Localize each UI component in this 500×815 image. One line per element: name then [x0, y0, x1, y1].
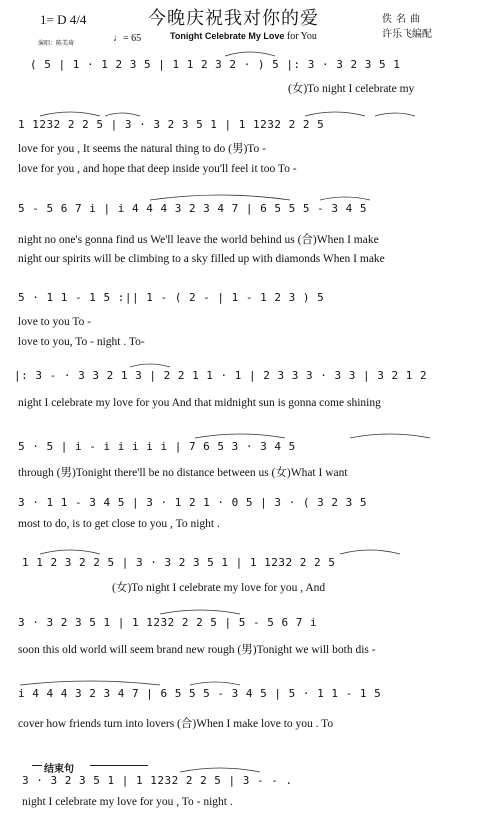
system-8-notes: 1 1 2 3 2 2 5 | 3 · 3 2 3 5 1 | 1 1232 2 2 5	[22, 556, 336, 569]
slur-9	[195, 434, 285, 438]
system-9-notes: 3 · 3 2 3 5 1 | 1 1232 2 2 5 | 5 - 5 6 7 i	[18, 616, 318, 629]
slur-14	[20, 681, 160, 685]
system-4-notes: 5 · 1 1 - 1 5 :|| 1 - ( 2 - | 1 - 1 2 3 ) 5	[18, 291, 325, 304]
system-11-lyric-1: night I celebrate my love for you , To - night .	[22, 796, 233, 808]
system-11-notes: 3 · 3 2 3 5 1 | 1 1232 2 2 5 | 3 - - .	[22, 774, 293, 787]
slur-10	[350, 434, 430, 438]
system-6-lyric-1: through (男)Tonight there'll be no distance between us (女)What I want	[18, 467, 348, 479]
tempo-marking: ♩= 65	[113, 33, 142, 44]
slur-11	[40, 550, 100, 554]
system-2-lyric-2: love for you , and hope that deep inside you'll feel it too To -	[18, 163, 297, 175]
singers: 演唱：陈美琦	[38, 40, 75, 47]
system-8-lyric-1: (女)To night I celebrate my love for you , And	[112, 582, 326, 594]
system-10-notes: i 4 4 4 3 2 3 4 7 | 6 5 5 5 - 3 4 5 | 5 · 1 1 - 1 5	[18, 687, 382, 700]
system-10-lyric-1: cover how friends turn into lovers (合)When I make love to you . To	[18, 718, 334, 730]
system-1-lyric-1: (女)To night I celebrate my	[288, 83, 415, 95]
slur-6	[150, 195, 290, 200]
system-4-lyric-2: love to you, To - night . To-	[18, 336, 145, 348]
system-3-lyric-1: night no one's gonna find us We'll leave the world behind us (合)When I make	[18, 234, 379, 246]
slur-4	[305, 112, 365, 116]
slur-16	[180, 768, 260, 772]
system-3-notes: 5 - 5 6 7 i | i 4 4 4 3 2 3 4 7 | 6 5 5 5 - 3 4 5	[18, 202, 368, 215]
subtitle-text: Tonight Celebrate My Love	[170, 31, 285, 41]
coda-label: 结束句	[44, 764, 74, 775]
slur-13	[160, 610, 240, 614]
system-6-notes: 5 · 5 | i - i i i i i | 7 6 5 3 · 3 4 5	[18, 440, 296, 453]
slur-12	[340, 550, 400, 554]
system-4-lyric-1: love to you To -	[18, 316, 92, 328]
system-2-notes: 1 1232 2 2 5 | 3 · 3 2 3 5 1 | 1 1232 2 2 5	[18, 118, 325, 131]
system-5-notes: |: 3 - · 3 3 2 1 3 | 2 2 1 1 · 1 | 2 3 3 3 · 3 3 | 3 2 1 2	[14, 369, 428, 382]
composer: 佚名曲	[382, 14, 424, 25]
system-7-notes: 3 · 1 1 - 3 4 5 | 3 · 1 2 1 · 0 5 | 3 · ( 3 2 3 5	[18, 496, 368, 509]
slur-5	[375, 113, 415, 116]
slur-2	[40, 112, 100, 116]
system-7-lyric-1: most to do, is to get close to you , To night .	[18, 518, 220, 530]
system-3-lyric-2: night our spirits will be climbing to a sky filled up with diamonds When I make	[18, 253, 385, 265]
slur-1	[225, 52, 275, 56]
subtitle-for: for You	[286, 31, 317, 42]
system-1-notes: ( 5 | 1 · 1 2 3 5 | 1 1 2 3 2 · ) 5 |: 3 · 3 2 3 5 1	[30, 58, 401, 71]
system-2-lyric-1: love for you , It seems the natural thing to do (男)To -	[18, 143, 266, 155]
slur-15	[190, 682, 240, 685]
song-title: 今晚庆祝我对你的爱	[148, 8, 319, 29]
system-9-lyric-1: soon this old world will seem brand new rough (男)Tonight we will both dis -	[18, 644, 376, 656]
system-5-lyric-1: night I celebrate my love for you And that midnight sun is gonna come shining	[18, 397, 381, 409]
slur-8	[130, 364, 170, 367]
key-signature: 1= D 4/4	[40, 12, 87, 27]
arranger: 许乐飞编配	[382, 29, 432, 40]
slur-7	[320, 197, 370, 200]
slur-3	[105, 113, 140, 116]
